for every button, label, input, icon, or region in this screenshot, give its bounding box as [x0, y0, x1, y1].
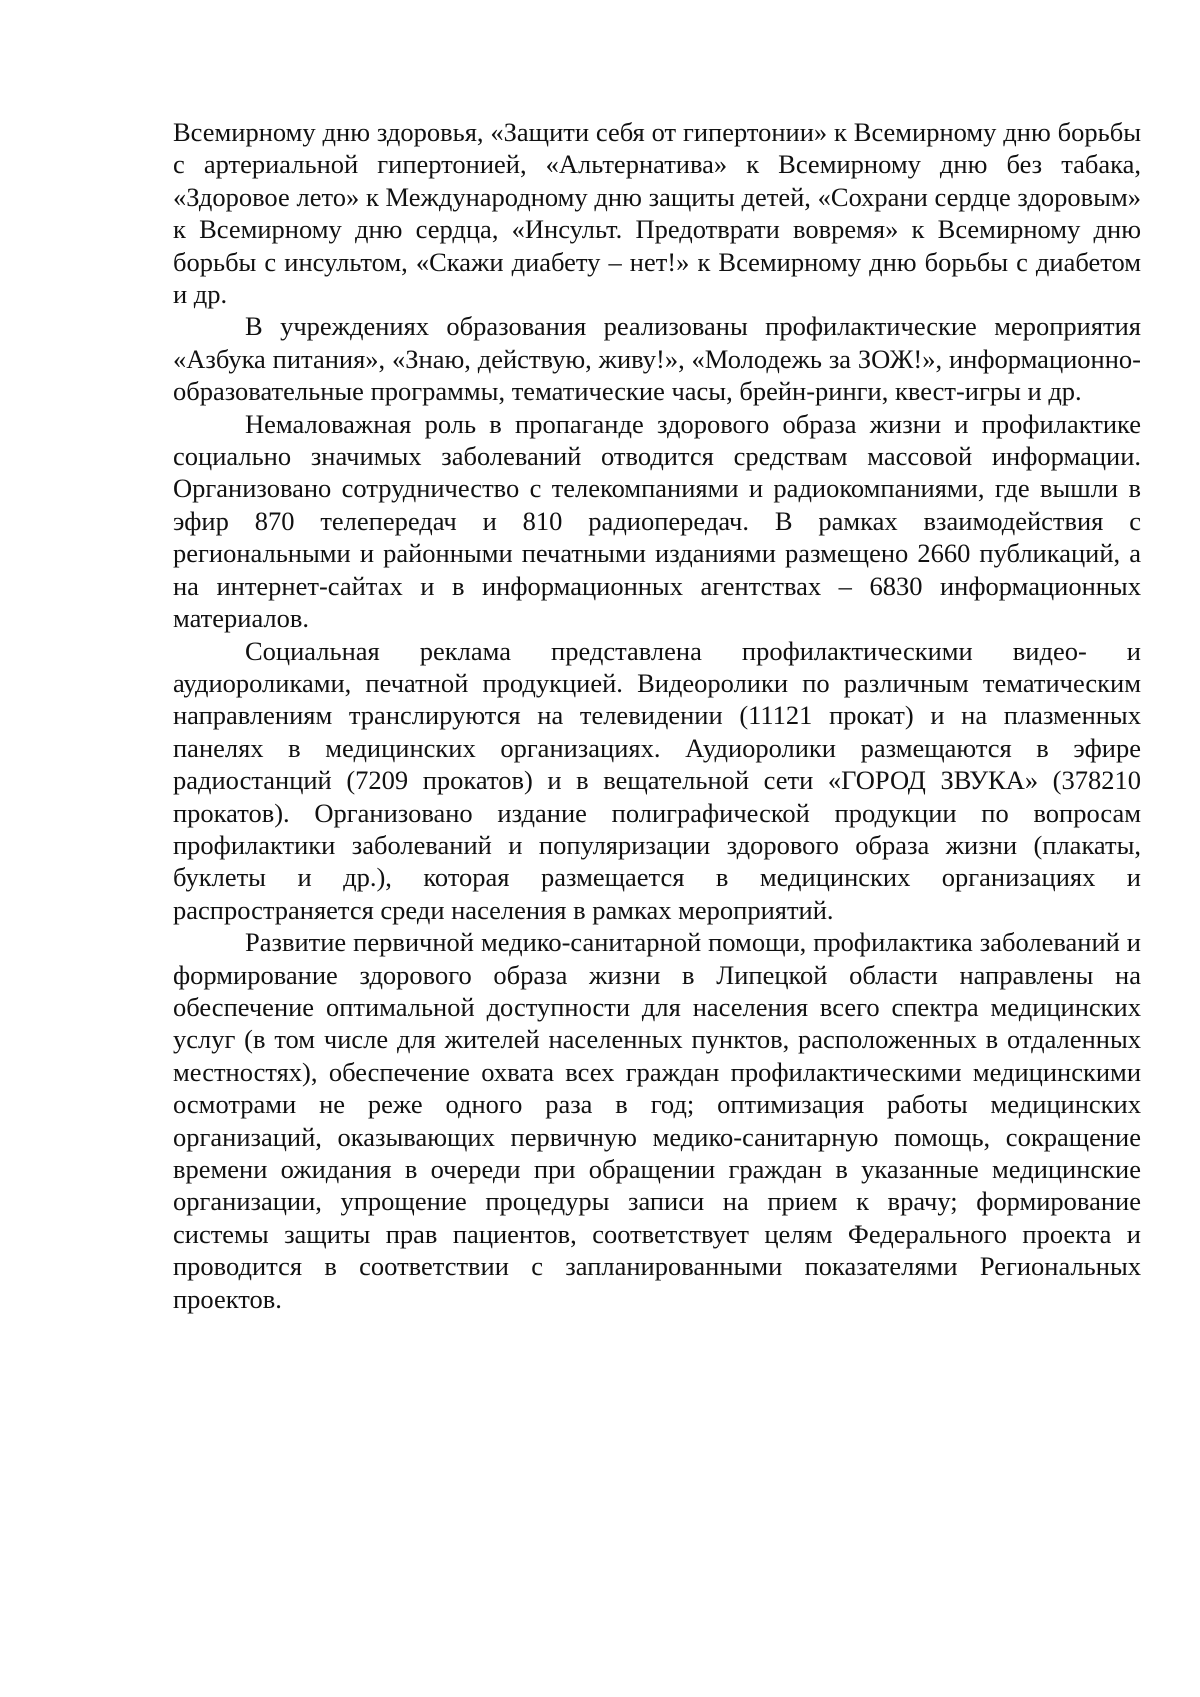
paragraph-mass-media: Немаловажная роль в пропаганде здорового образа жизни и профилактике социально значимых заболеваний отводится средствам массовой информации. Организовано сотрудничество с телекомпаниями и радиокомпаниями, где вышли в эфир 870 телепередач и 810 радиопередач. В рамках взаимодействия с региональными и районными печатными изданиями размещено 2660 публикаций, а на интернет-сайтах и в информационных агентствах – 6830 информационных материалов. — [173, 408, 1141, 634]
paragraph-continuation: Всемирному дню здоровья, «Защити себя от гипертонии» к Всемирному дню борьбы с артериальной гипертонией, «Альтернатива» к Всемирному дню без табака, «Здоровое лето» к Международному дню защиты детей, «Сохрани сердце здоровым» к Всемирному дню сердца, «Инсульт. Предотврати вовремя» к Всемирному дню борьбы с инсультом, «Скажи диабету – нет!» к Всемирному дню борьбы с диабетом и др. — [173, 117, 1141, 310]
paragraph-social-advertising: Социальная реклама представлена профилактическими видео- и аудиороликами, печатной продукцией. Видеоролики по различным тематическим направлениям транслируются на телевидении (11121 прокат) и на плазменных панелях в медицинских организациях. Аудиоролики размещаются в эфире радиостанций (7209 прокатов) и в вещательной сети «ГОРОД ЗВУКА» (378210 прокатов). Организовано издание полиграфической продукции по вопросам профилактики заболеваний и популяризации здорового образа жизни (плакаты, буклеты и др.), которая размещается в медицинских организациях и распространяется среди населения в рамках мероприятий. — [173, 635, 1141, 925]
paragraph-primary-care: Развитие первичной медико-санитарной помощи, профилактика заболеваний и формирование здорового образа жизни в Липецкой области направлены на обеспечение оптимальной доступности для населения всего спектра медицинских услуг (в том числе для жителей населенных пунктов, расположенных в отдаленных местностях), обеспечение охвата всех граждан профилактическими медицинскими осмотрами не реже одного раза в год; оптимизация работы медицинских организаций, оказывающих первичную медико-санитарную помощь, сокращение времени ожидания в очереди при обращении граждан в указанные медицинские организации, упрощение процедуры записи на прием к врачу; формирование системы защиты прав пациентов, соответствует целям Федерального проекта и проводится в соответствии с запланированными показателями Региональных проектов. — [173, 927, 1141, 1314]
body-text — [173, 116, 1141, 1315]
paragraph-education-events: В учреждениях образования реализованы профилактические мероприятия «Азбука питания», «Знаю, действую, живу!», «Молодежь за ЗОЖ!», информационно-образовательные программы, тематические часы, брейн-ринги, квест-игры и др. — [173, 311, 1141, 407]
